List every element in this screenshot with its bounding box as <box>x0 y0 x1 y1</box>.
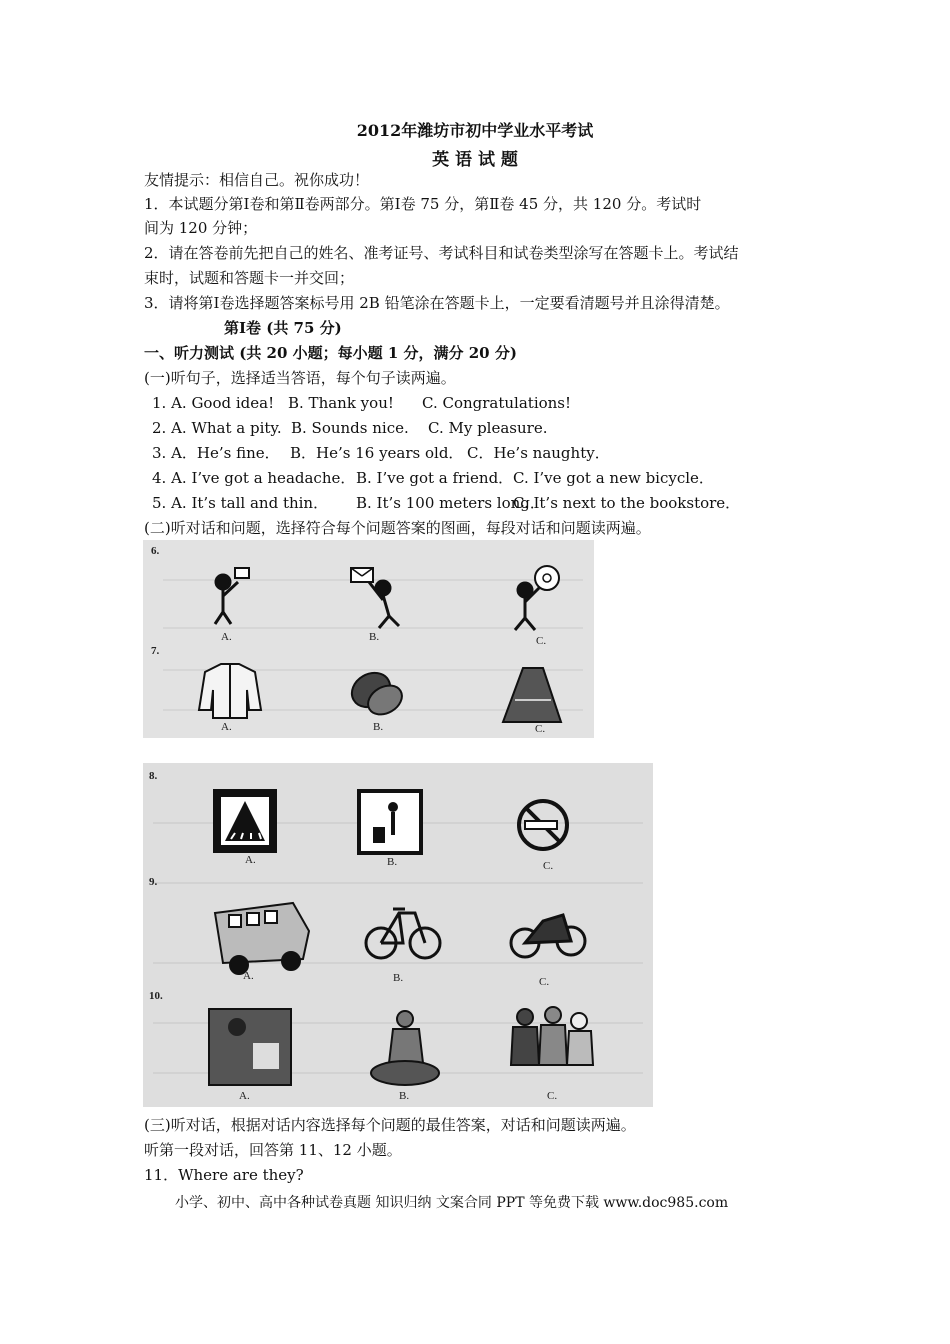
option-a: 1. A. Good idea! <box>152 394 275 412</box>
option-c: C. It’s next to the bookstore． <box>513 494 741 512</box>
jacket-icon <box>199 664 261 718</box>
reading-scene-icon <box>209 1009 291 1085</box>
option-a: 5. A. It’s tall and thin． <box>152 494 329 512</box>
option-label: A. <box>245 854 256 866</box>
sub-section-3-note: 听第一段对话，回答第 11、12 小题。 <box>144 1141 402 1159</box>
instruction-2b: 束时，试题和答题卡一并交回； <box>144 269 355 287</box>
question-7-number: 7. <box>151 645 160 657</box>
question-11: 11．Where are they? <box>144 1166 304 1184</box>
instruction-2a: 2．请在答卷前先把自己的姓名、准考证号、考试科目和试卷类型涂写在答题卡上。考试结 <box>144 244 739 262</box>
option-b: B. I’ve got a friend． <box>356 469 514 487</box>
option-a: 3. A．He’s fine． <box>152 444 280 462</box>
option-c: C. I’ve got a new bicycle． <box>513 469 714 487</box>
people-meeting-icon <box>511 1007 593 1065</box>
instruction-3: 3．请将第Ⅰ卷选择题答案标号用 2B 铅笔涂在答题卡上，一定要看清题号并且涂得清楚。 <box>144 294 730 312</box>
question-6-number: 6. <box>151 545 160 557</box>
option-a: 4. A. I’ve got a headache． <box>152 469 356 487</box>
sub-section-1: (一)听句子，选择适当答语，每个句子读两遍。 <box>144 369 456 387</box>
option-label: B. <box>393 972 404 984</box>
option-label: C. <box>535 723 546 735</box>
option-label: B. <box>373 721 384 733</box>
tip-line: 友情提示：相信自己。祝你成功！ <box>144 171 370 189</box>
option-a: 2. A. What a pity. <box>152 419 282 437</box>
option-c: C. My pleasure. <box>428 419 548 437</box>
option-label: B. <box>369 631 380 643</box>
question-10-number: 10. <box>149 990 163 1002</box>
crosswalk-sign-icon <box>213 789 277 853</box>
option-label: C. <box>536 635 547 647</box>
option-label: B. <box>387 856 398 868</box>
page-footer: 小学、初中、高中各种试卷真题 知识归纳 文案合同 PPT 等免费下载 www.doc985.com <box>175 1195 729 1211</box>
sub-section-3: (三)听对话，根据对话内容选择每个问题的最佳答案，对话和问题读两遍。 <box>144 1116 636 1134</box>
instruction-1b: 间为 120 分钟； <box>144 219 258 237</box>
question-9-number: 9. <box>149 876 158 888</box>
no-litter-sign-icon <box>359 791 421 853</box>
option-label: A. <box>221 721 232 733</box>
picture-figure-6-7 <box>143 540 594 738</box>
exam-subtitle: 英 语 试 题 <box>432 150 518 170</box>
option-label: B. <box>399 1090 410 1102</box>
option-label: A. <box>221 631 232 643</box>
option-c: C. Congratulations! <box>422 394 572 412</box>
question-8-number: 8. <box>149 770 158 782</box>
option-label: C. <box>547 1090 558 1102</box>
option-b: B. Thank you! <box>288 394 394 412</box>
option-b: B．He’s 16 years old． <box>290 444 464 462</box>
option-b: B. Sounds nice. <box>291 419 409 437</box>
picture-figure-8-10 <box>143 763 653 1107</box>
option-label: A. <box>243 970 254 982</box>
listening-heading: 一、听力测试 (共 20 小题；每小题 1 分，满分 20 分) <box>144 344 517 362</box>
part1-heading: 第Ⅰ卷 (共 75 分) <box>224 319 342 337</box>
instruction-1a: 1．本试题分第Ⅰ卷和第Ⅱ卷两部分。第Ⅰ卷 75 分，第Ⅱ卷 45 分，共 120 分。考试时 <box>144 195 702 213</box>
option-label: C. <box>543 860 554 872</box>
option-label: A. <box>239 1090 250 1102</box>
sub-section-2: (二)听对话和问题，选择符合每个问题答案的图画，每段对话和问题读两遍。 <box>144 519 651 537</box>
exam-title: 2012年潍坊市初中学业水平考试 <box>356 121 594 140</box>
option-b: B. It’s 100 meters long． <box>356 494 545 512</box>
option-c: C．He’s naughty． <box>467 444 610 462</box>
option-label: C. <box>539 976 550 988</box>
